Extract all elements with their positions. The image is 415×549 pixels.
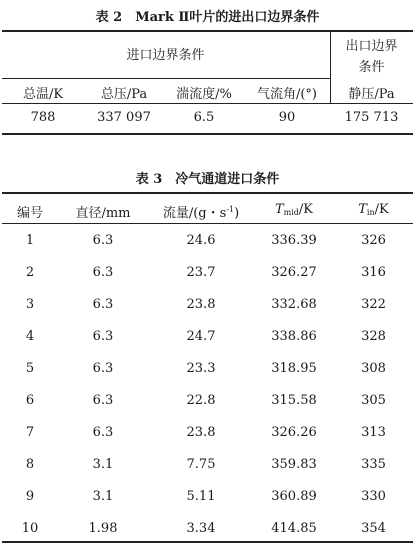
table2-inlet-group-header: 进口边界条件 — [126, 48, 205, 63]
table3-cell-flow-rate: 3.34 — [186, 521, 216, 536]
table3-cell-diameter: 6.3 — [92, 297, 114, 312]
table2-cell-total-pressure: 337 097 — [97, 110, 151, 125]
table2-subheader-rule — [2, 78, 330, 79]
table3-cell-number: 8 — [25, 457, 35, 472]
table3-cell-tmid: 338.86 — [271, 329, 317, 344]
table2-header-total-pressure: 总压/Pa — [100, 87, 148, 102]
table3-cell-flow-rate: 7.75 — [186, 457, 216, 472]
table3-cell-flow-rate: 24.7 — [186, 329, 216, 344]
table3-cell-tmid: 414.85 — [271, 521, 317, 536]
table3-cell-tin: 316 — [361, 265, 386, 280]
table3-cell-tin: 305 — [361, 393, 386, 408]
table3-cell-tmid: 359.83 — [271, 457, 317, 472]
table2-bottom-rule — [2, 133, 413, 135]
table3-bottom-rule — [2, 541, 413, 543]
table3-cell-tmid: 326.27 — [271, 265, 317, 280]
table3-cell-number: 2 — [25, 265, 35, 280]
table3-cell-tmid: 360.89 — [271, 489, 317, 504]
table3-cell-tin: 354 — [361, 521, 386, 536]
table3-cell-tin: 335 — [361, 457, 386, 472]
table2-header-flow-angle: 气流角/(°) — [256, 87, 318, 102]
table3-cell-number: 3 — [25, 297, 35, 312]
table2-top-rule — [2, 30, 413, 32]
table3-header-tin: $T_{in}/K$ — [358, 202, 389, 217]
table3-header-flow-rate: 流量/(g・$s^{-1}$) — [162, 205, 240, 221]
table3-cell-number: 5 — [25, 361, 35, 376]
table3-cell-tin: 322 — [361, 297, 386, 312]
table3-cell-tmid: 332.68 — [271, 297, 317, 312]
table3-cell-tmid: 326.26 — [271, 425, 317, 440]
table2-header-rule — [2, 103, 413, 104]
table2-caption: 表 2 Mark Ⅱ叶片的进出口边界条件 — [95, 10, 320, 25]
table3-cell-diameter: 6.3 — [92, 393, 114, 408]
table3-cell-diameter: 3.1 — [92, 457, 114, 472]
table3-caption: 表 3 冷气通道进口条件 — [135, 172, 280, 187]
table3-cell-number: 9 — [25, 489, 35, 504]
table3-cell-tmid: 318.95 — [271, 361, 317, 376]
table2-cell-total-temp: 788 — [30, 110, 56, 125]
table3-cell-tin: 326 — [361, 233, 386, 248]
table2-cell-static-pressure: 175 713 — [344, 110, 399, 125]
table3-cell-number: 6 — [25, 393, 35, 408]
table2-cell-flow-angle: 90 — [278, 110, 296, 125]
table3-cell-flow-rate: 23.7 — [186, 265, 216, 280]
table3-cell-diameter: 1.98 — [88, 521, 118, 536]
table2-cell-turbulence: 6.5 — [193, 110, 215, 125]
table3-header-diameter: 直径/mm — [75, 206, 131, 221]
table3-cell-number: 4 — [25, 329, 35, 344]
table3-cell-flow-rate: 24.6 — [186, 233, 216, 248]
table3-cell-flow-rate: 23.8 — [186, 425, 216, 440]
table3-cell-tmid: 336.39 — [271, 233, 317, 248]
table2-header-turbulence: 湍流度/% — [176, 87, 232, 102]
table3-cell-tin: 328 — [361, 329, 386, 344]
table3-cell-tin: 313 — [361, 425, 386, 440]
table3-header-number: 编号 — [16, 206, 43, 221]
table3-cell-diameter: 6.3 — [92, 329, 114, 344]
table3-cell-number: 1 — [25, 233, 35, 248]
table3-cell-tmid: 315.58 — [271, 393, 317, 408]
table2-header-total-temp: 总温/K — [22, 87, 64, 102]
table2-header-static-pressure: 静压/Pa — [348, 87, 395, 102]
table3-cell-flow-rate: 23.8 — [186, 297, 216, 312]
table3-cell-diameter: 3.1 — [92, 489, 114, 504]
table3-cell-flow-rate: 22.8 — [186, 393, 216, 408]
table3-top-rule — [2, 192, 413, 194]
table3-cell-diameter: 6.3 — [92, 265, 114, 280]
table3-cell-flow-rate: 23.3 — [186, 361, 216, 376]
table2-outlet-group-header-line2: 条件 — [358, 60, 385, 75]
table3-cell-tin: 330 — [361, 489, 386, 504]
table3-cell-diameter: 6.3 — [92, 425, 114, 440]
table2-outlet-group-header-line1: 出口边界 — [345, 39, 398, 54]
table3-cell-tin: 308 — [361, 361, 386, 376]
table3-cell-number: 10 — [21, 521, 39, 536]
table3-header-rule — [2, 223, 413, 224]
table3-header-tmid: $T_{mid}/K$ — [274, 202, 314, 217]
table3-cell-diameter: 6.3 — [92, 361, 114, 376]
table3-cell-number: 7 — [25, 425, 35, 440]
table3-cell-diameter: 6.3 — [92, 233, 114, 248]
table3-cell-flow-rate: 5.11 — [186, 489, 216, 504]
